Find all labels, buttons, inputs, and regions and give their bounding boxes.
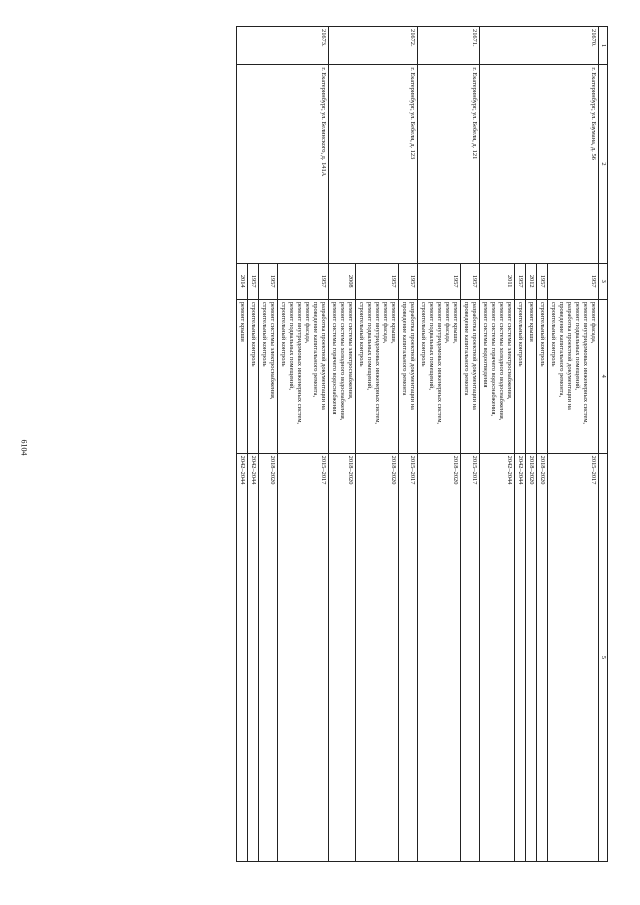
page-number: 6104: [19, 439, 29, 456]
year-cell: 1957: [259, 263, 278, 299]
entry-address: г. Екатеринбург, ул. Бебеля, д. 123: [329, 65, 418, 263]
work-item: ремонт подвальных помещений,: [574, 301, 581, 391]
works-cell: [480, 299, 515, 453]
year-cell: 1957: [537, 263, 548, 299]
year-cell: 2008: [329, 263, 356, 299]
rotated-page: [88, 26, 608, 862]
table-row: [548, 27, 599, 862]
year-cell: 2012: [526, 263, 537, 299]
period-cell: 2042–2044: [480, 453, 515, 861]
work-item: проведение капитального ремонта: [401, 301, 408, 396]
works-cell: [399, 299, 418, 453]
works-cell: [548, 299, 599, 453]
header-row: [599, 27, 608, 862]
period-cell: 2042–2044: [248, 453, 259, 861]
work-item: ремонт фасада,: [304, 301, 311, 344]
work-item: ремонт системы холодного водоснабжения,: [339, 301, 346, 421]
header-cell-2: 2: [599, 65, 608, 263]
works-cell: [248, 299, 259, 453]
period-cell: 2018–2020: [537, 453, 548, 861]
work-item: разработка проектной документации на: [409, 301, 416, 410]
work-item: разработка проектной документации на: [566, 301, 573, 410]
work-item: ремонт системы холодного водоснабжения,: [498, 301, 505, 421]
work-item: строительный контроль: [420, 301, 427, 367]
period-cell: 2042–2044: [237, 453, 248, 861]
work-item: строительный контроль: [358, 301, 365, 367]
work-item: ремонт подвальных помещений,: [366, 301, 373, 391]
year-cell: 1957: [515, 263, 526, 299]
year-cell: 1957: [278, 263, 329, 299]
table-row: [278, 27, 329, 862]
period-cell: 2015–2017: [548, 453, 599, 861]
works-cell: [537, 299, 548, 453]
works-cell: [515, 299, 526, 453]
work-item: ремонт внутридомовых инженерных систем,: [296, 301, 303, 425]
period-cell: 2015–2017: [399, 453, 418, 861]
works-cell: [461, 299, 480, 453]
repair-schedule-table: [236, 26, 608, 862]
work-item: ремонт подвальных помещений,: [428, 301, 435, 391]
work-item: разработка проектной документации на: [320, 301, 327, 410]
work-item: ремонт фасада,: [444, 301, 451, 344]
works-cell: [237, 299, 248, 453]
entry-number: 21670.: [480, 27, 599, 65]
work-item: строительный контроль: [280, 301, 287, 367]
header-cell-3: 3: [599, 263, 608, 299]
period-cell: 2015–2017: [278, 453, 329, 861]
header-cell-4: 4: [599, 299, 608, 453]
work-item: строительный контроль: [517, 301, 524, 367]
work-item: проведение капитального ремонта,: [558, 301, 565, 398]
work-item: строительный контроль: [261, 301, 268, 367]
works-cell: [418, 299, 461, 453]
work-item: строительный контроль: [550, 301, 557, 367]
work-item: ремонт крыши: [239, 301, 246, 342]
work-item: ремонт крыши,: [452, 301, 459, 344]
work-item: строительный контроль: [539, 301, 546, 367]
work-item: ремонт крыши: [528, 301, 535, 342]
table-row: [461, 27, 480, 862]
entry-address: г. Екатеринбург, ул. Бебеля, д. 121: [418, 65, 480, 263]
works-cell: [329, 299, 356, 453]
period-cell: 2018–2020: [526, 453, 537, 861]
year-cell: 1957: [399, 263, 418, 299]
work-item: ремонт системы электроснабжения,: [269, 301, 276, 400]
period-cell: 2018–2020: [259, 453, 278, 861]
work-item: ремонт внутридомовых инженерных систем,: [582, 301, 589, 425]
entry-number: 21672.: [329, 27, 418, 65]
work-item: разработка проектной документации на: [471, 301, 478, 410]
work-item: проведение капитального ремонта,: [312, 301, 319, 398]
work-item: ремонт фасада,: [590, 301, 597, 344]
work-item: ремонт внутридомовых инженерных систем,: [436, 301, 443, 425]
period-cell: 2042–2044: [515, 453, 526, 861]
works-cell: [526, 299, 537, 453]
period-cell: 2018–2020: [418, 453, 461, 861]
year-cell: 1957: [248, 263, 259, 299]
period-cell: 2018–2020: [329, 453, 356, 861]
table-body: [237, 27, 608, 862]
year-cell: 1957: [418, 263, 461, 299]
year-cell: 1957: [548, 263, 599, 299]
entry-address: г. Екатеринбург, ул. Баумана, д. 56: [480, 65, 599, 263]
works-cell: [278, 299, 329, 453]
entry-number: 21673.: [237, 27, 329, 65]
work-item: ремонт системы горячего водоснабжения,: [490, 301, 497, 416]
work-item: ремонт внутридомовых инженерных систем,: [374, 301, 381, 425]
header-cell-1: 1: [599, 27, 608, 65]
year-cell: 2014: [237, 263, 248, 299]
period-cell: 2015–2017: [461, 453, 480, 861]
entry-address: г. Екатеринбург, ул. Белинского, д. 141А: [237, 65, 329, 263]
year-cell: 1957: [461, 263, 480, 299]
work-item: ремонт системы горячего водоснабжения: [331, 301, 338, 415]
work-item: ремонт системы электроснабжения,: [506, 301, 513, 400]
table-row: [399, 27, 418, 862]
works-cell: [259, 299, 278, 453]
work-item: ремонт системы электроснабжения,: [347, 301, 354, 400]
year-cell: 2011: [480, 263, 515, 299]
work-item: ремонт системы водоотведения: [482, 301, 489, 388]
work-item: ремонт подвальных помещений,: [288, 301, 295, 391]
work-item: ремонт крыши,: [390, 301, 397, 344]
entry-number: 21671.: [418, 27, 480, 65]
work-item: строительный контроль: [250, 301, 257, 367]
year-cell: 1957: [356, 263, 399, 299]
works-cell: [356, 299, 399, 453]
period-cell: 2018–2020: [356, 453, 399, 861]
header-cell-5: 5: [599, 453, 608, 861]
work-item: проведение капитального ремонта: [463, 301, 470, 396]
work-item: ремонт фасада,: [382, 301, 389, 344]
